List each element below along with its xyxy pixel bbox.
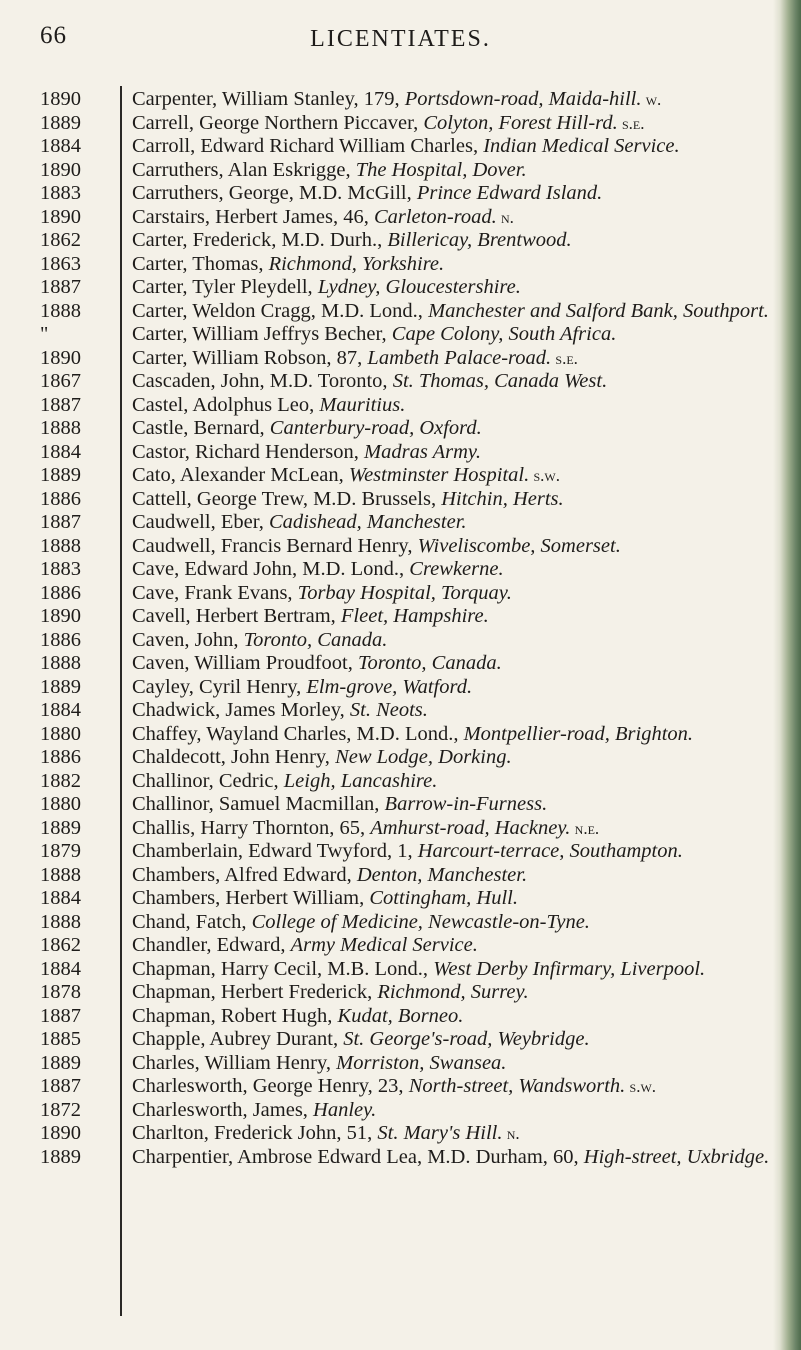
register-entry bbox=[0, 347, 780, 371]
entry-year: 1878 bbox=[40, 981, 81, 1003]
entry-address: Elm-grove, Watford. bbox=[306, 675, 473, 698]
entry-address: Toronto, Canada. bbox=[357, 652, 502, 674]
entry-year: 1887 bbox=[40, 393, 81, 416]
entry-text bbox=[122, 112, 780, 136]
entry-address: Lambeth Palace-road. bbox=[367, 346, 552, 369]
entry-year: 1880 bbox=[40, 722, 81, 745]
entry-name: Carruthers, Alan Eskrigge, bbox=[132, 158, 356, 181]
register-entry bbox=[0, 723, 780, 747]
entry-district: n. bbox=[496, 207, 514, 227]
entry-address: Richmond, Yorkshire. bbox=[268, 252, 445, 275]
entry-address: Denton, Manchester. bbox=[356, 863, 528, 886]
entry-year: 1863 bbox=[40, 252, 81, 275]
register-entry bbox=[0, 300, 780, 324]
entry-address: St. Mary's Hill. bbox=[377, 1122, 503, 1144]
entry-name: Caudwell, Eber, bbox=[132, 511, 269, 533]
entry-address: St. Thomas, Canada West. bbox=[392, 370, 608, 392]
register-entry bbox=[0, 394, 780, 418]
register-entry bbox=[0, 464, 780, 488]
entry-year: 1887 bbox=[40, 1075, 81, 1097]
register-entry bbox=[0, 840, 780, 864]
register-entry bbox=[0, 958, 780, 982]
entry-year: 1888 bbox=[40, 299, 81, 322]
entry-name: Carter, William Robson, 87, bbox=[132, 346, 368, 369]
entry-text bbox=[122, 159, 780, 183]
entry-name: Chaffey, Wayland Charles, M.D. Lond., bbox=[132, 722, 464, 745]
entry-year: 1890 bbox=[40, 88, 81, 110]
register-entry bbox=[0, 629, 780, 653]
entry-address: Harcourt-terrace, Southampton. bbox=[417, 840, 683, 862]
register-entry bbox=[0, 112, 780, 136]
register-entry bbox=[0, 511, 780, 535]
entry-name: Carroll, Edward Richard William Charles, bbox=[132, 135, 484, 157]
register-entry bbox=[0, 558, 780, 582]
entry-text bbox=[122, 864, 780, 888]
entry-address: Cottingham, Hull. bbox=[369, 887, 518, 909]
entry-district: s.w. bbox=[529, 466, 560, 485]
entry-year: 1884 bbox=[40, 887, 81, 909]
entry-name: Carpenter, William Stanley, 179, bbox=[132, 88, 405, 110]
entry-name: Cattell, George Trew, M.D. Brussels, bbox=[132, 487, 442, 510]
entry-text bbox=[122, 1146, 780, 1170]
entry-address: The Hospital, Dover. bbox=[355, 158, 527, 181]
entry-district: n. bbox=[502, 1124, 520, 1143]
entry-year: 1884 bbox=[40, 135, 81, 157]
entry-year: 1887 bbox=[40, 511, 81, 533]
entry-name: Cayley, Cyril Henry, bbox=[132, 675, 307, 698]
register-entry bbox=[0, 206, 780, 230]
register-entry bbox=[0, 652, 780, 676]
entry-address: New Lodge, Dorking. bbox=[335, 746, 512, 768]
register-entry bbox=[0, 370, 780, 394]
entry-text bbox=[122, 1028, 780, 1052]
register-entry bbox=[0, 1005, 780, 1029]
entry-text bbox=[122, 300, 780, 324]
entry-name: Challinor, Cedric, bbox=[132, 769, 284, 792]
entry-address: Morriston, Swansea. bbox=[336, 1051, 507, 1074]
register-entry bbox=[0, 911, 780, 935]
register-entry bbox=[0, 864, 780, 888]
entry-text bbox=[122, 699, 780, 723]
entry-text bbox=[122, 1005, 780, 1029]
entry-year: 1889 bbox=[40, 111, 81, 134]
entry-name: Chaldecott, John Henry, bbox=[132, 746, 336, 768]
entry-address: Manchester and Salford Bank, Southport. bbox=[428, 299, 769, 322]
register-entry bbox=[0, 887, 780, 911]
entry-name: Carter, Tyler Pleydell, bbox=[132, 276, 318, 298]
entry-text bbox=[122, 135, 780, 159]
entry-year: 1887 bbox=[40, 276, 81, 298]
entry-name: Carstairs, Herbert James, 46, bbox=[132, 205, 374, 228]
entry-district: s.e. bbox=[551, 348, 578, 368]
entry-text bbox=[122, 182, 780, 206]
entry-address: Lydney, Gloucestershire. bbox=[317, 276, 521, 298]
entry-text bbox=[122, 488, 780, 512]
entry-text bbox=[122, 370, 780, 394]
register-entry bbox=[0, 1122, 780, 1146]
entry-text bbox=[122, 1122, 780, 1146]
entry-year: 1862 bbox=[40, 934, 81, 956]
entry-address: High-street, Uxbridge. bbox=[583, 1145, 770, 1168]
entry-name: Castor, Richard Henderson, bbox=[132, 440, 365, 463]
entry-year: 1882 bbox=[40, 769, 81, 792]
register-entry bbox=[0, 441, 780, 465]
entry-name: Carter, Weldon Cragg, M.D. Lond., bbox=[132, 299, 429, 322]
register-entry bbox=[0, 182, 780, 206]
entry-address: Richmond, Surrey. bbox=[377, 981, 529, 1003]
entry-name: Carter, Frederick, M.D. Durh., bbox=[132, 229, 388, 251]
entry-year: 1890 bbox=[40, 158, 81, 181]
entry-address: Amhurst-road, Hackney. bbox=[370, 816, 571, 839]
register-entry bbox=[0, 1028, 780, 1052]
entry-text bbox=[122, 840, 780, 864]
register-entry bbox=[0, 1052, 780, 1076]
entry-text bbox=[122, 817, 780, 841]
entry-text bbox=[122, 417, 780, 441]
entry-name: Chambers, Alfred Edward, bbox=[132, 863, 357, 886]
entry-text bbox=[122, 887, 780, 911]
register-entry bbox=[0, 535, 780, 559]
entry-address: Army Medical Service. bbox=[290, 934, 478, 956]
register-entry bbox=[0, 981, 780, 1005]
entry-address: Kudat, Borneo. bbox=[337, 1004, 464, 1027]
entry-address: Westminster Hospital. bbox=[348, 464, 530, 486]
entry-year: 1888 bbox=[40, 652, 81, 674]
entry-name: Caven, William Proudfoot, bbox=[132, 652, 358, 674]
register-entry bbox=[0, 676, 780, 700]
entry-address: Montpellier-road, Brighton. bbox=[463, 722, 694, 745]
entry-text bbox=[122, 723, 780, 747]
entry-text bbox=[122, 934, 780, 958]
entry-year: " bbox=[40, 323, 49, 345]
entry-name: Chand, Fatch, bbox=[132, 910, 252, 933]
entry-address: Canterbury-road, Oxford. bbox=[269, 417, 482, 439]
entry-address: Mauritius. bbox=[319, 393, 406, 416]
entry-year: 1887 bbox=[40, 1004, 81, 1027]
entry-name: Charlesworth, George Henry, 23, bbox=[132, 1075, 409, 1097]
entry-year: 1890 bbox=[40, 1122, 81, 1144]
entry-address: Barrow-in-Furness. bbox=[384, 793, 548, 815]
entry-address: Cape Colony, South Africa. bbox=[391, 323, 617, 345]
entry-address: Wiveliscombe, Somerset. bbox=[417, 534, 621, 557]
entry-text bbox=[122, 394, 780, 418]
entry-year: 1883 bbox=[40, 182, 81, 204]
entry-text bbox=[122, 958, 780, 982]
entry-address: Carleton-road. bbox=[373, 205, 497, 228]
register-entry bbox=[0, 88, 780, 112]
entry-year: 1886 bbox=[40, 628, 81, 651]
register-entry bbox=[0, 770, 780, 794]
entry-year: 1884 bbox=[40, 699, 81, 721]
entry-name: Chandler, Edward, bbox=[132, 934, 291, 956]
entry-address: Indian Medical Service. bbox=[483, 135, 680, 157]
register-entry bbox=[0, 1099, 780, 1123]
entry-name: Chamberlain, Edward Twyford, 1, bbox=[132, 840, 418, 862]
entry-text bbox=[122, 535, 780, 559]
entry-year: 1862 bbox=[40, 229, 81, 251]
entry-name: Caven, John, bbox=[132, 628, 244, 651]
entry-name: Carter, Thomas, bbox=[132, 252, 269, 275]
entry-address: St. George's-road, Weybridge. bbox=[343, 1028, 590, 1050]
entry-address: Madras Army. bbox=[364, 440, 481, 463]
entry-name: Carrell, George Northern Piccaver, bbox=[132, 111, 424, 134]
entry-name: Chapman, Robert Hugh, bbox=[132, 1004, 338, 1027]
register-entry bbox=[0, 605, 780, 629]
entry-name: Chapman, Harry Cecil, M.B. Lond., bbox=[132, 957, 434, 980]
entry-text bbox=[122, 981, 780, 1005]
entry-address: Prince Edward Island. bbox=[416, 182, 603, 204]
entry-text bbox=[122, 276, 780, 300]
entry-name: Charpentier, Ambrose Edward Lea, M.D. Durham, 60, bbox=[132, 1145, 584, 1168]
entry-text bbox=[122, 652, 780, 676]
entry-year: 1889 bbox=[40, 1145, 81, 1168]
register-entry bbox=[0, 276, 780, 300]
entry-text bbox=[122, 582, 780, 606]
entry-address: Billericay, Brentwood. bbox=[387, 229, 572, 251]
register-entry bbox=[0, 793, 780, 817]
entry-text bbox=[122, 629, 780, 653]
register-entry bbox=[0, 699, 780, 723]
register-entry bbox=[0, 159, 780, 183]
entry-district: w. bbox=[641, 90, 662, 109]
entry-year: 1884 bbox=[40, 957, 81, 980]
entry-address: St. Neots. bbox=[349, 699, 428, 721]
entry-year: 1890 bbox=[40, 605, 81, 627]
entry-year: 1888 bbox=[40, 534, 81, 557]
entry-text bbox=[122, 88, 780, 112]
entry-address: College of Medicine, Newcastle-on-Tyne. bbox=[251, 910, 590, 933]
entry-address: Fleet, Hampshire. bbox=[340, 605, 489, 627]
entry-year: 1886 bbox=[40, 487, 81, 510]
entry-name: Carruthers, George, M.D. McGill, bbox=[132, 182, 417, 204]
entry-text bbox=[122, 253, 780, 277]
register-entry bbox=[0, 934, 780, 958]
entry-name: Challinor, Samuel Macmillan, bbox=[132, 793, 385, 815]
entry-text bbox=[122, 746, 780, 770]
entry-text bbox=[122, 229, 780, 253]
entry-year: 1888 bbox=[40, 910, 81, 933]
entry-year: 1884 bbox=[40, 440, 81, 463]
register-entry bbox=[0, 817, 780, 841]
entry-text bbox=[122, 605, 780, 629]
entry-address: Toronto, Canada. bbox=[243, 628, 388, 651]
entry-year: 1885 bbox=[40, 1028, 81, 1050]
entry-text bbox=[122, 911, 780, 935]
entry-text bbox=[122, 793, 780, 817]
register-entry bbox=[0, 229, 780, 253]
entry-name: Castel, Adolphus Leo, bbox=[132, 393, 320, 416]
entry-text bbox=[122, 206, 780, 230]
entry-name: Challis, Harry Thornton, 65, bbox=[132, 816, 371, 839]
entry-name: Castle, Bernard, bbox=[132, 417, 270, 439]
entry-text bbox=[122, 441, 780, 465]
entry-district: s.w. bbox=[625, 1077, 657, 1096]
entry-text bbox=[122, 347, 780, 371]
register-entry bbox=[0, 253, 780, 277]
entry-name: Chambers, Herbert William, bbox=[132, 887, 370, 909]
entry-address: West Derby Infirmary, Liverpool. bbox=[433, 957, 706, 980]
entry-text bbox=[122, 676, 780, 700]
entry-year: 1888 bbox=[40, 863, 81, 886]
entry-text bbox=[122, 1099, 780, 1123]
entry-year: 1867 bbox=[40, 370, 81, 392]
entry-name: Cave, Frank Evans, bbox=[132, 581, 298, 604]
entry-year: 1889 bbox=[40, 675, 81, 698]
entry-name: Chadwick, James Morley, bbox=[132, 699, 350, 721]
entry-year: 1872 bbox=[40, 1098, 81, 1121]
entry-address: Crewkerne. bbox=[409, 558, 504, 580]
entry-district: n.e. bbox=[570, 818, 600, 838]
register-entry bbox=[0, 1146, 780, 1170]
register-entry bbox=[0, 323, 780, 347]
register-entry bbox=[0, 488, 780, 512]
entry-text bbox=[122, 511, 780, 535]
entry-year: 1886 bbox=[40, 581, 81, 604]
entry-text bbox=[122, 323, 780, 347]
entry-name: Caudwell, Francis Bernard Henry, bbox=[132, 534, 418, 557]
entry-year: 1889 bbox=[40, 464, 81, 486]
entry-name: Carter, William Jeffrys Becher, bbox=[132, 323, 392, 345]
page-number: 66 bbox=[40, 22, 67, 49]
register-entry bbox=[0, 746, 780, 770]
running-head: LICENTIATES. bbox=[310, 26, 491, 52]
entry-address: Hanley. bbox=[313, 1098, 377, 1121]
entry-year: 1883 bbox=[40, 558, 81, 580]
entry-year: 1889 bbox=[40, 1051, 81, 1074]
entry-text bbox=[122, 1075, 780, 1099]
entry-address: Torbay Hospital, Torquay. bbox=[297, 581, 512, 604]
entry-name: Cascaden, John, M.D. Toronto, bbox=[132, 370, 393, 392]
entry-address: North-street, Wandsworth. bbox=[408, 1075, 626, 1097]
entry-year: 1886 bbox=[40, 746, 81, 768]
licentiate-register bbox=[0, 88, 780, 1169]
register-entry bbox=[0, 135, 780, 159]
entry-name: Charles, William Henry, bbox=[132, 1051, 337, 1074]
entry-year: 1879 bbox=[40, 840, 81, 862]
entry-year: 1880 bbox=[40, 793, 81, 815]
entry-district: s.e. bbox=[617, 113, 645, 133]
entry-year: 1890 bbox=[40, 205, 81, 228]
entry-name: Charlesworth, James, bbox=[132, 1098, 314, 1121]
entry-name: Charlton, Frederick John, 51, bbox=[132, 1122, 378, 1144]
register-entry bbox=[0, 582, 780, 606]
entry-address: Leigh, Lancashire. bbox=[283, 769, 438, 792]
entry-text bbox=[122, 1052, 780, 1076]
entry-address: Cadishead, Manchester. bbox=[268, 511, 467, 533]
register-entry bbox=[0, 417, 780, 441]
entry-address: Colyton, Forest Hill-rd. bbox=[423, 111, 618, 134]
entry-name: Chapple, Aubrey Durant, bbox=[132, 1028, 344, 1050]
entry-name: Cavell, Herbert Bertram, bbox=[132, 605, 341, 627]
entry-year: 1888 bbox=[40, 417, 81, 439]
entry-name: Cave, Edward John, M.D. Lond., bbox=[132, 558, 410, 580]
entry-text bbox=[122, 558, 780, 582]
register-entry bbox=[0, 1075, 780, 1099]
entry-year: 1890 bbox=[40, 346, 81, 369]
entry-text bbox=[122, 464, 780, 488]
entry-address: Hitchin, Herts. bbox=[441, 487, 564, 510]
entry-name: Cato, Alexander McLean, bbox=[132, 464, 349, 486]
entry-text bbox=[122, 770, 780, 794]
entry-year: 1889 bbox=[40, 816, 81, 839]
entry-name: Chapman, Herbert Frederick, bbox=[132, 981, 378, 1003]
entry-address: Portsdown-road, Maida-hill. bbox=[404, 88, 642, 110]
